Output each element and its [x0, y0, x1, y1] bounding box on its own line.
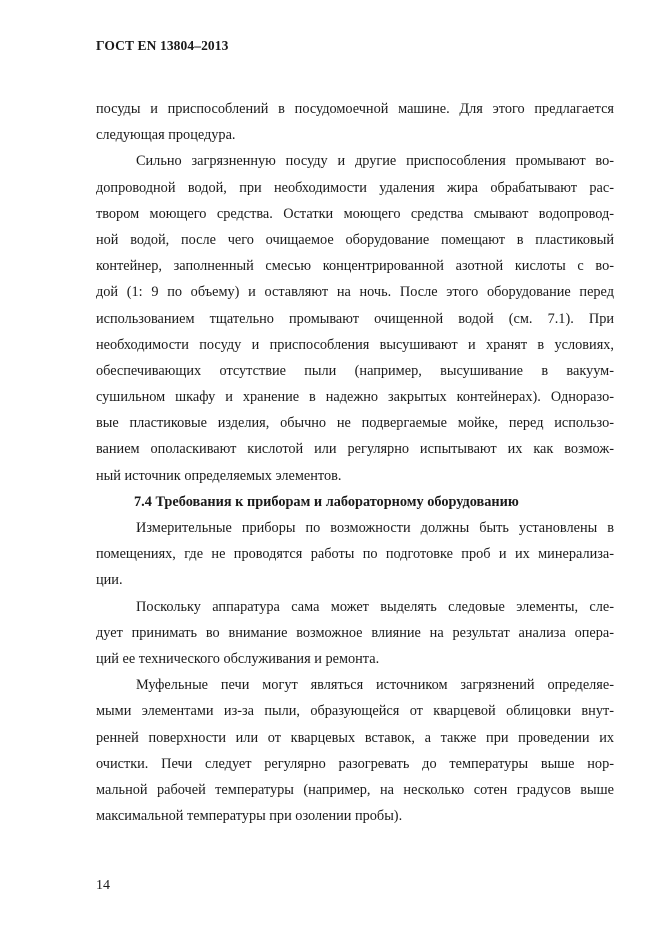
text-line: допроводной водой, при необходимости удаления жира обрабатывают рас- — [96, 179, 614, 196]
section-heading: 7.4 Требования к приборам и лабораторному оборудованию — [134, 493, 519, 510]
page-number: 14 — [96, 878, 110, 893]
text-line: Муфельные печи могут являться источником загрязнений определяе- — [136, 677, 614, 694]
text-line: контейнер, заполненный смесью концентрированной азотной кислоты с во- — [96, 258, 614, 275]
text-line: Измерительные приборы по возможности должны быть установлены в — [136, 520, 614, 536]
text-line: ной водой, после чего очищаемое оборудование помещают в пластиковый — [96, 231, 614, 248]
document-header: ГОСТ EN 13804–2013 — [96, 38, 229, 53]
text-line: обеспечивающих отсутствие пыли (например, высушивание в вакуум- — [96, 362, 614, 379]
text-line: твором моющего средства. Остатки моющего средства смывают водопровод- — [96, 205, 614, 222]
text-line: дой (1: 9 по объему) и оставляют на ночь. После этого оборудование перед — [96, 284, 614, 301]
text-line: следующая процедура. — [96, 127, 236, 144]
text-line: ный источник определяемых элементов. — [96, 467, 342, 484]
text-line: ции. — [96, 572, 123, 589]
text-line: Поскольку аппаратура сама может выделять следовые элементы, сле- — [136, 598, 614, 615]
text-line: максимальной температуры при озолении пробы). — [96, 808, 403, 825]
text-line: очистки. Печи следует регулярно разогревать до температуры выше нор- — [96, 755, 614, 772]
text-line: необходимости посуду и приспособления высушивают и хранят в условиях, — [96, 336, 614, 353]
text-line: ренней поверхности или от кварцевых вставок, а также при проведении их — [96, 729, 614, 746]
text-line: Сильно загрязненную посуду и другие приспособления промывают во- — [136, 153, 614, 170]
text-line: сушильном шкафу и хранение в надежно закрытых контейнерах). Одноразо- — [96, 389, 614, 406]
text-line: мальной рабочей температуры (например, на несколько сотен градусов выше — [96, 781, 614, 798]
text-line: ций ее технического обслуживания и ремонта. — [96, 650, 380, 667]
text-line: использованием тщательно промывают очищенной водой (см. 7.1). При — [96, 310, 614, 327]
page-body — [96, 96, 614, 829]
text-line: вые пластиковые изделия, обычно не подвергаемые мойке, перед использо- — [96, 415, 614, 432]
text-line: посуды и приспособлений в посудомоечной машине. Для этого предлагается — [96, 101, 614, 117]
text-line: ванием ополаскивают кислотой или регулярно испытывают их как возмож- — [96, 441, 614, 458]
text-line: мыми элементами из-за пыли, образующейся от кварцевой облицовки внут- — [96, 703, 614, 720]
text-line: помещениях, где не проводятся работы по подготовке проб и их минерализа- — [96, 546, 614, 563]
text-line: дует принимать во внимание возможное влияние на результат анализа опера- — [96, 624, 614, 641]
